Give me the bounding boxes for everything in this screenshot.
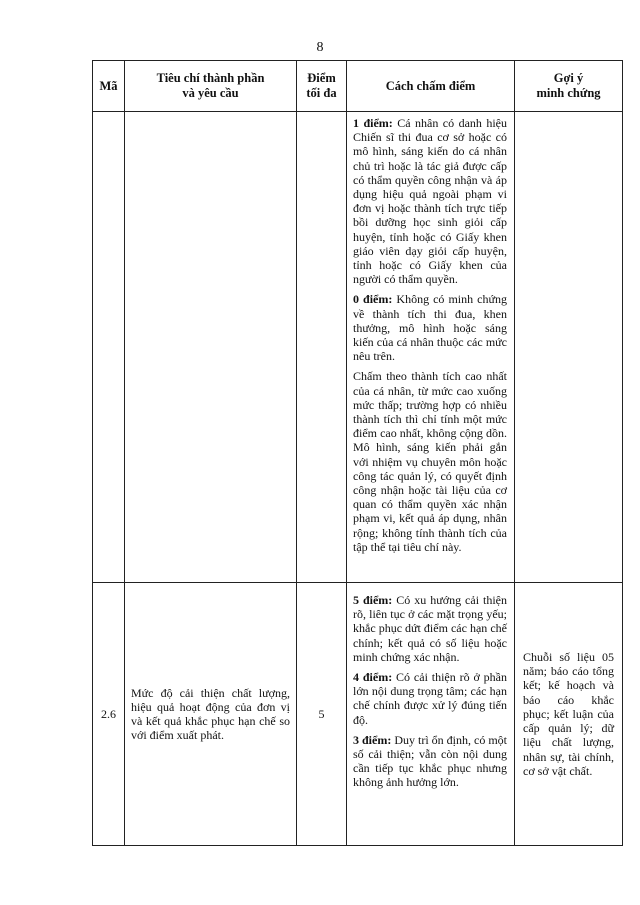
header-max-line1: Điểm bbox=[307, 71, 336, 85]
scoring-text: Không có minh chứng về thành tích thi đua, khen thưởng, mô hình hoặc sáng kiến của cá nhân thuộc các mức nêu trên. bbox=[353, 292, 508, 364]
cell-requirement-empty bbox=[125, 112, 297, 583]
page-number: 8 bbox=[316, 40, 324, 55]
scoring-note bbox=[353, 369, 507, 554]
header-criteria bbox=[125, 61, 297, 112]
header-evidence bbox=[515, 61, 623, 112]
scoring-text: Có cải thiện rõ ở phần lớn nội dung trọng tâm; các hạn chế chính được xử lý đúng tiến độ. bbox=[353, 670, 507, 727]
scoring-text: Duy trì ổn định, có một số cải thiện; vẫn còn nội dung cần tiếp tục khắc phục nhưng không ảnh hưởng lớn. bbox=[353, 732, 507, 790]
scoring-label: 0 điểm: bbox=[353, 292, 393, 307]
scoring-label: 4 điểm: bbox=[353, 670, 393, 685]
scoring-label: 3 điểm: bbox=[353, 732, 392, 747]
scoring-text: Có xu hướng cải thiện rõ, liên tục ở các mặt trọng yếu; khắc phục dứt điểm các hạn chế chính; kết quả có số liệu hoặc minh chứng xác nhận. bbox=[353, 593, 508, 664]
header-evidence-line2: minh chứng bbox=[536, 86, 601, 100]
header-code bbox=[93, 61, 125, 112]
criteria-table bbox=[92, 60, 623, 846]
header-code-label: Mã bbox=[99, 78, 118, 93]
cell-scoring bbox=[347, 583, 515, 846]
cell-scoring-continued bbox=[347, 112, 515, 583]
cell-max-empty bbox=[297, 112, 347, 583]
scoring-level-4pt bbox=[353, 670, 507, 727]
header-max-line2: tối đa bbox=[306, 86, 337, 100]
scoring-level-5pt bbox=[353, 593, 507, 664]
cell-requirement: Mức độ cải thiện chất lượng, hiệu quả hoạt động của đơn vị và kết quả khắc phục hạn chế so với điểm xuất phát. bbox=[125, 583, 297, 846]
cell-code-empty bbox=[93, 112, 125, 583]
scoring-level-0pt bbox=[353, 292, 507, 363]
header-criteria-line2: và yêu cầu bbox=[182, 86, 239, 100]
header-evidence-line1: Gợi ý bbox=[553, 71, 584, 85]
scoring-label: 1 điểm: bbox=[353, 116, 393, 130]
cell-max-score: 5 bbox=[297, 583, 347, 846]
table-row-continued bbox=[93, 112, 623, 583]
header-scoring-label: Cách chấm điểm bbox=[385, 78, 476, 93]
header-scoring bbox=[347, 61, 515, 112]
scoring-text: Chấm theo thành tích cao nhất của cá nhân, từ mức cao xuống mức thấp; trường hợp có nhiều thành tích thì chỉ tính một mức điểm cao nhất, không cộng dồn. Mô hình, sáng kiến phải gắn với nhiệm vụ chuyên môn hoặc công tác quản lý, có quyết định công nhận hoặc tài liệu của cơ quan có thẩm quyền xác nhận phạm vi, kết quả áp dụng, nhân rộng; không tính thành tích của tập thể tại tiêu chí này. bbox=[353, 369, 507, 554]
table-header-row bbox=[93, 61, 623, 112]
cell-evidence: Chuỗi số liệu 05 năm; báo cáo tổng kết; kế hoạch và báo cáo khắc phục; kết luận của cấp quản lý; dữ liệu chất lượng, nhân sự, tài chính, cơ sở vật chất. bbox=[515, 583, 623, 846]
scoring-level-1pt bbox=[353, 116, 507, 286]
cell-evidence-empty bbox=[515, 112, 623, 583]
table-row-2-6 bbox=[93, 583, 623, 846]
scoring-level-3pt bbox=[353, 733, 507, 790]
header-max-score bbox=[297, 61, 347, 112]
header-criteria-line1: Tiêu chí thành phần bbox=[156, 71, 265, 85]
scoring-text: Cá nhân có danh hiệu Chiến sĩ thi đua cơ sở hoặc có mô hình, sáng kiến do cá nhân chủ trì hoặc là tác giả được cấp có thẩm quyền công nhận và áp dụng hiệu quả ngoài phạm vi đơn vị hoặc thành tích trực tiếp bồi dưỡng học sinh giỏi cấp huyện, tỉnh hoặc có Giấy khen giáo viên dạy giỏi cấp huyện, tỉnh hoặc có Giấy khen của người có thẩm quyền. bbox=[353, 116, 508, 287]
scoring-label: 5 điểm: bbox=[353, 593, 393, 607]
cell-code: 2.6 bbox=[93, 583, 125, 846]
